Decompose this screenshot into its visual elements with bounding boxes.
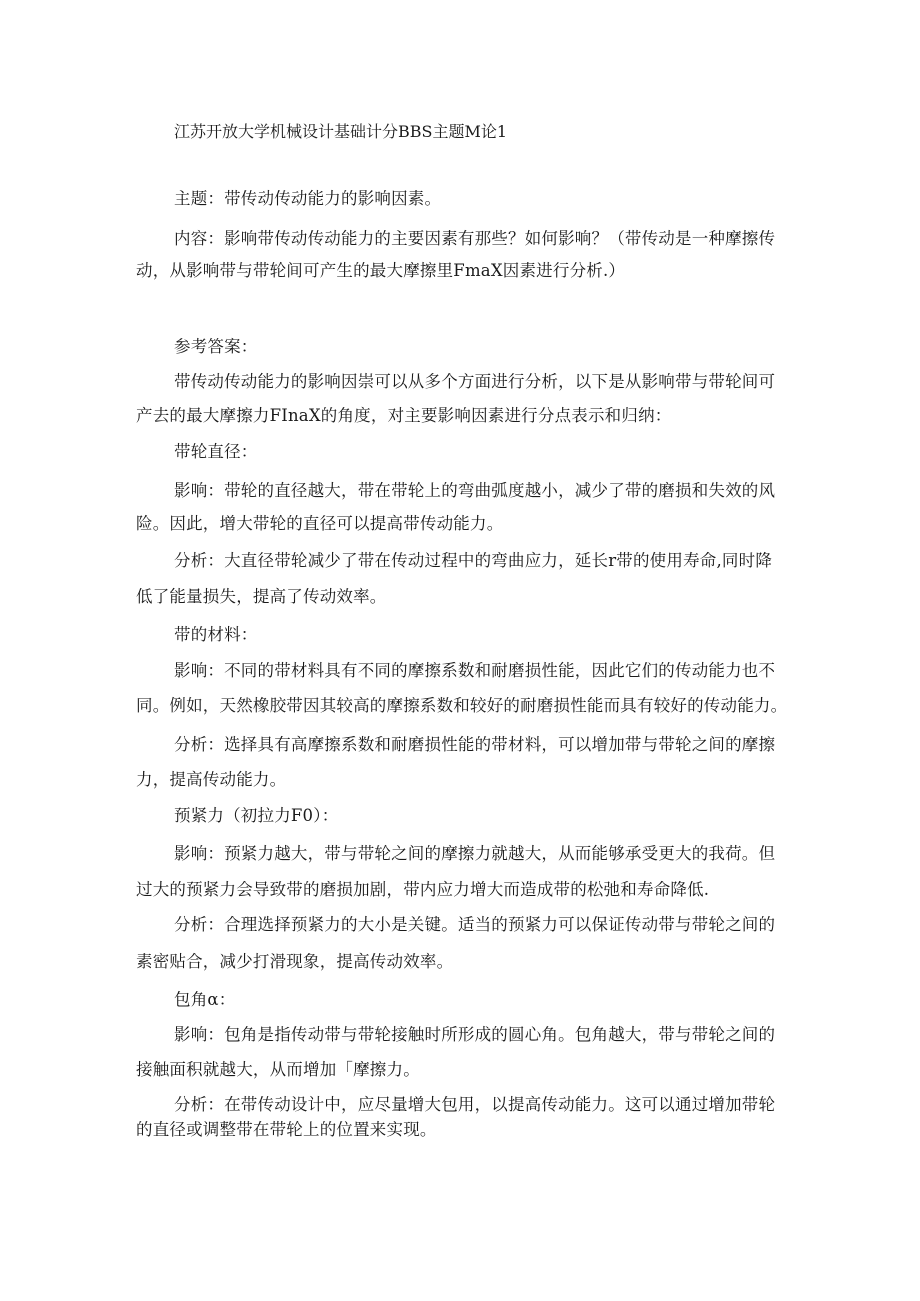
section-analysis-line: 分析：选择具有高摩擦系数和耐磨损性能的带材料，可以增加带与带轮之间的摩擦 <box>174 735 776 754</box>
section-analysis-line: 低了能量损失，提高了传动效率。 <box>136 587 387 606</box>
section-effect-line: 影响：不同的带材料具有不同的摩擦系数和耐磨损性能，因此它们的传动能力也不 <box>174 661 776 680</box>
section-effect-line: 过大的预紧力会导致带的磨损加剧，带内应力增大而造成带的松弛和寿命降低. <box>136 880 710 899</box>
section-effect-line: 同。例如，天然橡胶带因其较高的摩擦系数和较好的耐磨损性能而具有较好的传动能力。 <box>136 696 788 715</box>
intro-line-1: 带传动传动能力的影响因崇可以从多个方面进行分析，以下是从影响带与带轮间可 <box>174 372 776 391</box>
section-heading: 带轮直径： <box>174 442 258 461</box>
section-analysis-line: 的直径或调整带在带轮上的位置来实现。 <box>136 1120 437 1139</box>
document-title: 江苏开放大学机械设计基础计分BBS主题M论1 <box>174 122 508 141</box>
section-effect-line: 影响：包角是指传动带与带轮接触时所形成的圆心角。包角越大，带与带轮之间的 <box>174 1025 776 1044</box>
section-heading: 预紧力（初拉力F0）： <box>174 806 339 825</box>
section-effect-line: 接触面积就越大，从而增加「摩擦力。 <box>136 1060 420 1079</box>
section-analysis-line: 分析：大直径带轮减少了带在传动过程中的弯曲应力，延长r带的使用寿命,同时降 <box>174 551 773 570</box>
section-effect-line: 影响：带轮的直径越大，带在带轮上的弯曲弧度越小，减少了带的磨损和失效的风 <box>174 481 776 500</box>
intro-line-2: 产去的最大摩擦力FInaX的角度，对主要影响因素进行分点表示和归纳： <box>136 406 672 425</box>
section-analysis-line: 分析：在带传动设计中，应尽量增大包用，以提高传动能力。这可以通过增加带轮 <box>174 1095 776 1114</box>
answer-heading: 参考答案： <box>174 337 258 356</box>
section-effect-line: 影响：预紧力越大，带与带轮之间的摩擦力就越大，从而能够承受更大的我荷。但 <box>174 844 776 863</box>
content-line-1: 内容：影响带传动传动能力的主要因素有那些？如何影响？（带传动是一种摩擦传 <box>174 229 776 248</box>
section-analysis-line: 力，提高传动能力。 <box>136 770 287 789</box>
section-effect-line: 险。因此，增大带轮的直径可以提高带传动能力。 <box>136 514 504 533</box>
section-heading: 包角α： <box>174 990 236 1009</box>
section-analysis-line: 分析：合理选择预紧力的大小是关键。适当的预紧力可以保证传动带与带轮之间的 <box>174 915 776 934</box>
section-analysis-line: 素密贴合，减少打滑现象，提高传动效率。 <box>136 952 454 971</box>
topic-line: 主题：带传动传动能力的影响因素。 <box>174 189 442 208</box>
content-line-2: 动，从影响带与带轮间可产生的最大摩擦里FmaX因素进行分析.） <box>136 261 626 280</box>
section-heading: 带的材料： <box>174 625 258 644</box>
